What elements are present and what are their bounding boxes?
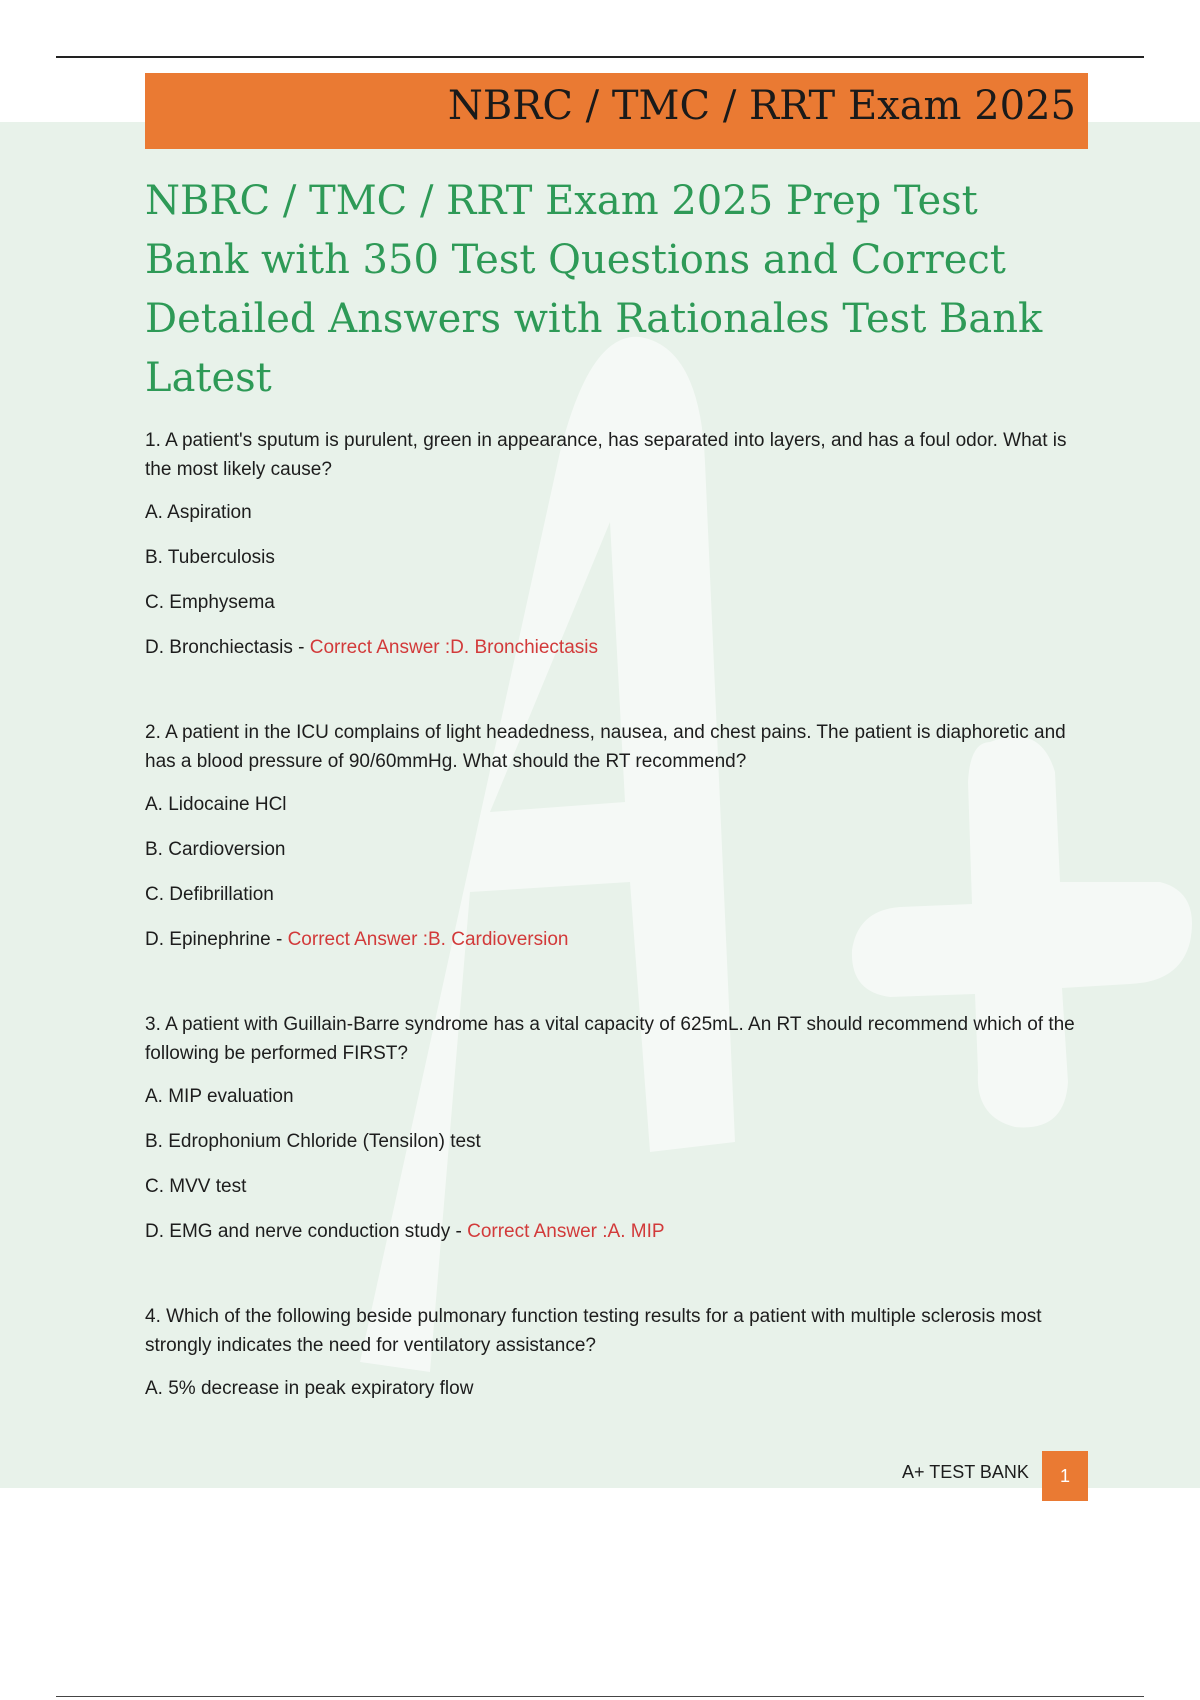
option-d-label: D. Epinephrine - bbox=[145, 929, 288, 950]
option-b: B. Cardioversion bbox=[145, 839, 286, 860]
option-d bbox=[145, 1217, 1095, 1246]
page-number: 1 bbox=[1042, 1451, 1088, 1501]
question-4 bbox=[145, 1302, 1095, 1403]
question-1 bbox=[145, 426, 1095, 662]
top-rule bbox=[56, 56, 1144, 58]
bottom-rule bbox=[56, 1696, 1144, 1697]
question-2 bbox=[145, 718, 1095, 954]
document-title: NBRC / TMC / RRT Exam 2025 Prep Test Bank with 350 Test Questions and Correct Detailed Answers with Rationales Test Bank Latest bbox=[145, 178, 1043, 401]
option-c: C. Emphysema bbox=[145, 592, 275, 613]
question-list bbox=[145, 426, 1095, 1403]
question-text: 1. A patient's sputum is purulent, green in appearance, has separated into layers, and has a foul odor. What is the most likely cause? bbox=[145, 430, 1067, 480]
correct-answer: Correct Answer :D. Bronchiectasis bbox=[309, 637, 598, 658]
question-3 bbox=[145, 1010, 1095, 1246]
option-a: A. 5% decrease in peak expiratory flow bbox=[145, 1378, 474, 1399]
option-d bbox=[145, 633, 1095, 662]
option-b: B. Tuberculosis bbox=[145, 547, 275, 568]
footer-label: A+ TEST BANK bbox=[902, 1462, 1029, 1482]
option-a: A. MIP evaluation bbox=[145, 1086, 294, 1107]
option-c: C. Defibrillation bbox=[145, 884, 274, 905]
option-a: A. Aspiration bbox=[145, 502, 252, 523]
question-text: 4. Which of the following beside pulmonary function testing results for a patient with multiple sclerosis most strongly indicates the need for ventilatory assistance? bbox=[145, 1306, 1042, 1356]
question-text: 2. A patient in the ICU complains of light headedness, nausea, and chest pains. The patient is diaphoretic and has a blood pressure of 90/60mmHg. What should the RT recommend? bbox=[145, 722, 1066, 772]
option-d-label: D. EMG and nerve conduction study - bbox=[145, 1221, 468, 1242]
option-b: B. Edrophonium Chloride (Tensilon) test bbox=[145, 1131, 481, 1152]
correct-answer: Correct Answer :A. MIP bbox=[467, 1221, 665, 1242]
header-banner bbox=[145, 73, 1088, 149]
banner-title: NBRC / TMC / RRT Exam 2025 bbox=[447, 83, 1076, 129]
correct-answer: Correct Answer :B. Cardioversion bbox=[287, 929, 569, 950]
option-d-label: D. Bronchiectasis - bbox=[145, 637, 310, 658]
option-a: A. Lidocaine HCl bbox=[145, 794, 287, 815]
option-d bbox=[145, 925, 1095, 954]
question-text: 3. A patient with Guillain-Barre syndrome has a vital capacity of 625mL. An RT should recommend which of the following be performed FIRST? bbox=[145, 1014, 1075, 1064]
option-c: C. MVV test bbox=[145, 1176, 247, 1197]
